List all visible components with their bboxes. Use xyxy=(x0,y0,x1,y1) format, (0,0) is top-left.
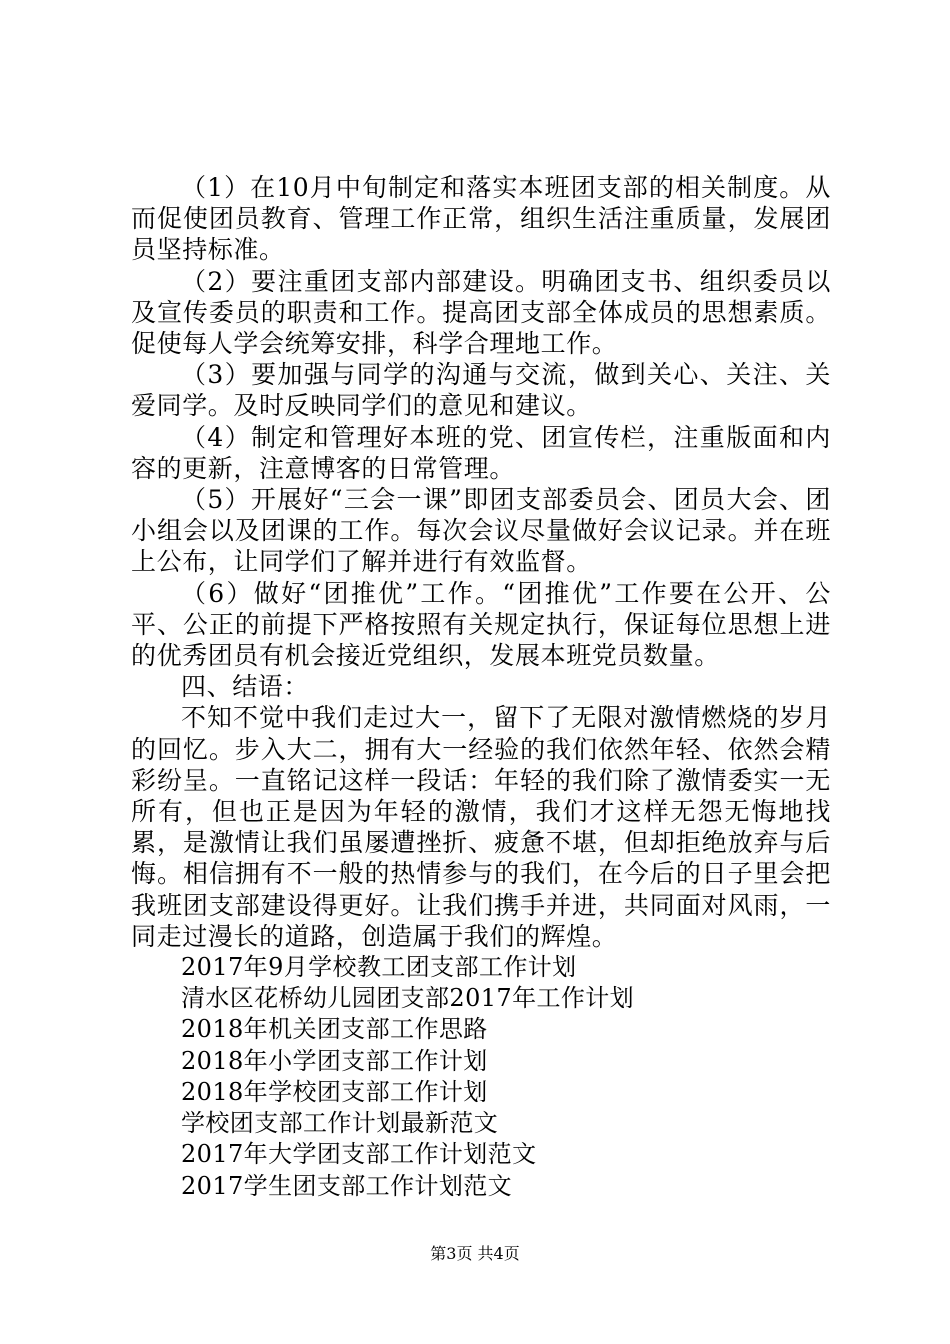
related-article-link[interactable]: 2017学生团支部工作计划范文 xyxy=(181,1171,513,1200)
page-footer xyxy=(0,1244,950,1264)
section-heading-conclusion: 四、结语： xyxy=(181,672,310,702)
paragraph-item-2: （2）要注重团支部内部建设。明确团支书、组织委员以及宣传委员的职责和工作。提高团支部全体成员的思想素质。促使每人学会统筹安排，科学合理地工作。 xyxy=(131,266,831,359)
related-article-link[interactable]: 2017年9月学校教工团支部工作计划 xyxy=(181,953,577,982)
paragraph-item-3: （3）要加强与同学的沟通与交流，做到关心、关注、关爱同学。及时反映同学们的意见和建议。 xyxy=(131,360,831,421)
page-number-label: 第3页 共4页 xyxy=(430,1244,520,1263)
paragraph-item-4: （4）制定和管理好本班的党、团宣传栏，注重版面和内容的更新，注意博客的日常管理。 xyxy=(131,422,831,483)
conclusion-paragraph: 不知不觉中我们走过大一，留下了无限对激情燃烧的岁月的回忆。步入大二，拥有大一经验的我们依然年轻、依然会精彩纷呈。一直铭记这样一段话：年轻的我们除了激情委实一无所有，但也正是因为年轻的激情，我们才这样无怨无悔地找累，是激情让我们虽屡遭挫折、疲惫不堪，但却拒绝放弃与后悔。相信拥有不一般的热情参与的我们，在今后的日子里会把我班团支部建设得更好。让我们携手并进，共同面对风雨，一同走过漫长的道路，创造属于我们的辉煌。 xyxy=(131,703,831,951)
related-article-link[interactable]: 2018年小学团支部工作计划 xyxy=(181,1046,488,1075)
paragraph-item-6: （6）做好“团推优”工作。“团推优”工作要在公开、公平、公正的前提下严格按照有关规定执行，保证每位思想上进的优秀团员有机会接近党组织，发展本班党员数量。 xyxy=(131,578,831,671)
related-article-link[interactable]: 清水区花桥幼儿园团支部2017年工作计划 xyxy=(181,984,635,1013)
document-body xyxy=(131,172,831,1202)
related-articles-list xyxy=(131,952,831,1202)
related-article-link[interactable]: 2017年大学团支部工作计划范文 xyxy=(181,1140,537,1169)
paragraph-item-5: （5）开展好“三会一课”即团支部委员会、团员大会、团小组会以及团课的工作。每次会议尽量做好会议记录。并在班上公布，让同学们了解并进行有效监督。 xyxy=(131,485,831,577)
related-article-link[interactable]: 2018年机关团支部工作思路 xyxy=(181,1015,488,1044)
related-article-link[interactable]: 2018年学校团支部工作计划 xyxy=(181,1077,488,1106)
paragraph-item-1: （1）在10月中旬制定和落实本班团支部的相关制度。从而促使团员教育、管理工作正常，组织生活注重质量，发展团员坚持标准。 xyxy=(131,173,831,265)
related-article-link[interactable]: 学校团支部工作计划最新范文 xyxy=(181,1109,499,1138)
